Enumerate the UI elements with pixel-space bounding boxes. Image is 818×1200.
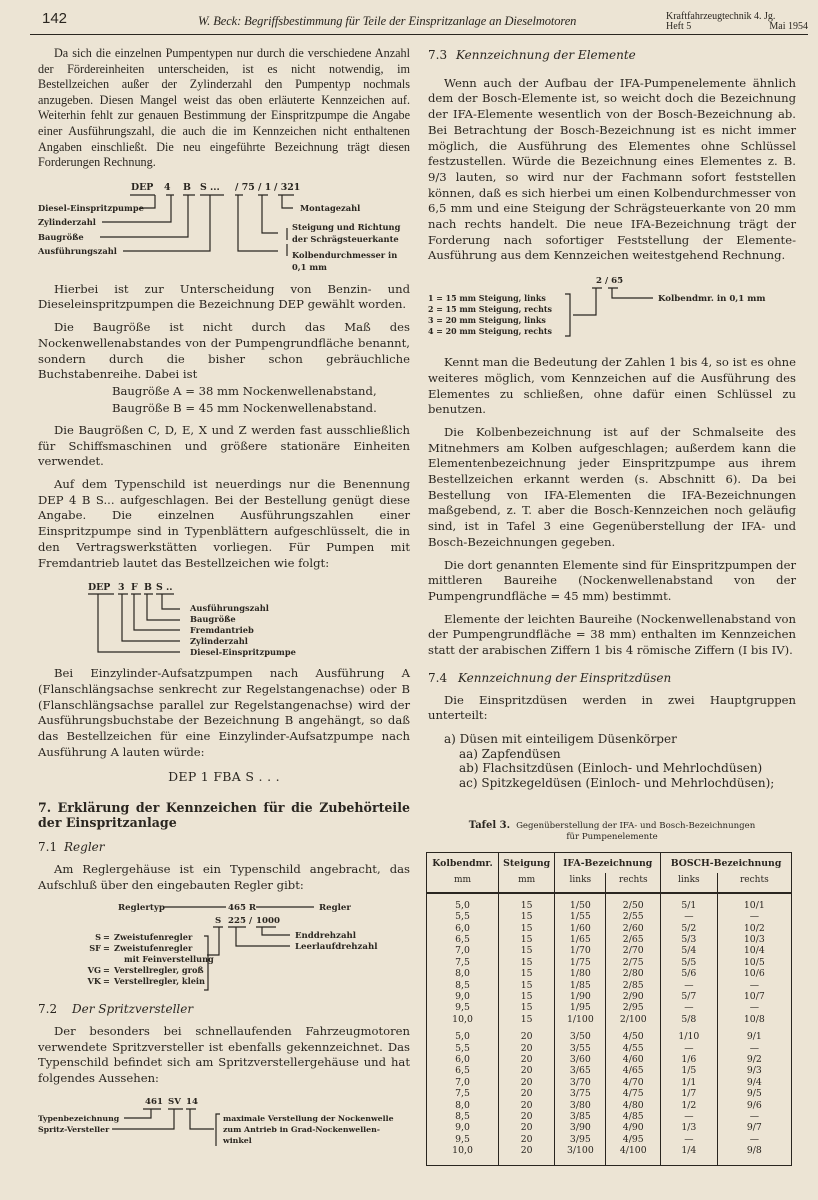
injection-timer-code-diagram (38, 1094, 410, 1146)
legend-item: 4 = 20 mm Steigung, rechts (428, 327, 552, 337)
cell-ifa-left: 3/100 (555, 1145, 606, 1165)
list-item: aa) Zapfendüsen (459, 746, 561, 761)
article-title: W. Beck: Begriffsbestimmung für Teile der Einspritzanlage an Dieselmotoren (198, 14, 577, 28)
code-type: 461 (145, 1096, 163, 1107)
cell-piston-diameter: 6,0 (455, 922, 470, 934)
table-row (427, 1025, 792, 1042)
code-sv: SV (168, 1096, 181, 1107)
cell-ifa-left: 1/50 (555, 893, 606, 911)
list-item: a) Düsen mit einteiligem Düsenkörper (444, 731, 677, 746)
cell-bosch-left: — (661, 911, 718, 922)
label-injection-timer: Spritz-Versteller (38, 1124, 110, 1134)
cell-bosch-left: 5/6 (661, 968, 718, 979)
legend-text: mit Feinverstellung (124, 954, 214, 965)
table-row (427, 980, 792, 991)
cell-piston-diameter: 5,5 (455, 911, 470, 923)
external-drive-code-diagram (38, 578, 410, 658)
leader-lines (88, 594, 180, 652)
cell-slope: 20 (499, 1122, 555, 1133)
cell-slope: 20 (499, 1065, 555, 1076)
col-header-slope: Steigung (499, 853, 555, 873)
cell-bosch-right: 10/8 (717, 1014, 791, 1025)
label-diameter-1: Kolbendurchmesser in (292, 249, 398, 260)
cell-bosch-right: — (717, 1043, 791, 1054)
code-idle: 225 (228, 916, 246, 927)
cell-slope: 15 (499, 934, 555, 945)
cell-bosch-left: 5/5 (661, 957, 718, 968)
cell-ifa-left: 3/95 (555, 1134, 606, 1145)
cell-slope: 20 (499, 1088, 555, 1099)
cell-bosch-left: 1/6 (661, 1054, 718, 1065)
cell-slope: 20 (499, 1134, 555, 1145)
cell-slope: 15 (499, 980, 555, 991)
size-a-line: Baugröße A = 38 mm Nockenwellenabstand, (112, 383, 377, 398)
cell-ifa-left: 3/75 (555, 1088, 606, 1099)
cell-ifa-right: 2/75 (606, 957, 661, 968)
cell-ifa-left: 3/60 (555, 1054, 606, 1065)
cell-ifa-right: 4/100 (606, 1145, 661, 1165)
element-code-diagram (428, 271, 796, 341)
cell-bosch-left: 1/10 (661, 1025, 718, 1042)
cell-slope: 15 (499, 911, 555, 922)
label-max-adjust-1: maximale Verstellung der Nockenwelle (223, 1113, 394, 1123)
list-item: ab) Flachsitzdüsen (Einloch- und Mehrlochdüsen) (459, 761, 763, 776)
cell-bosch-right: — (717, 980, 791, 991)
cell-bosch-left: 5/3 (661, 934, 718, 945)
legend-key: VG (87, 965, 101, 976)
cell-ifa-left: 1/60 (555, 923, 606, 934)
pump-code-diagram (38, 178, 410, 282)
cell-ifa-left: 3/50 (555, 1025, 606, 1042)
label-idle-speed: Leerlaufdrehzahl (295, 942, 378, 953)
label-type-designation: Typenbezeichnung (38, 1113, 120, 1123)
cell-piston-diameter: 9,0 (455, 1122, 470, 1134)
leader-lines (112, 1109, 220, 1146)
table-row (427, 1002, 792, 1013)
code-exec: S ... (200, 181, 220, 193)
subsection-title: Kennzeichnung der Einspritzdüsen (458, 670, 672, 685)
subsection-title: Der Spritzversteller (72, 1002, 194, 1017)
table-row (427, 991, 792, 1002)
cell-ifa-right: 2/70 (606, 945, 661, 956)
legend-text: Verstellregler, groß (114, 965, 204, 976)
cell-ifa-right: 4/70 (606, 1077, 661, 1088)
col-header-piston-diameter: Kolbendmr. (432, 858, 493, 870)
code-element: 2 / 65 (596, 276, 624, 287)
cell-bosch-right: 9/5 (717, 1088, 791, 1099)
list-item: ac) Spitzkegeldüsen (Einloch- und Mehrlochdüsen); (459, 775, 775, 790)
cell-ifa-left: 1/95 (555, 1002, 606, 1013)
subsection-heading (38, 1002, 410, 1018)
right-column (428, 48, 796, 1166)
legend-eq: = (103, 932, 110, 943)
cell-piston-diameter: 10,0 (452, 1145, 473, 1157)
label-governor: Regler (319, 903, 351, 914)
left-column (38, 46, 410, 1146)
cell-ifa-right: 2/100 (606, 1014, 661, 1025)
table-row (427, 968, 792, 979)
code-diam: / 75 (235, 181, 255, 193)
table-row (427, 1145, 792, 1165)
subsection-heading (428, 48, 796, 64)
cell-bosch-right: 10/2 (717, 923, 791, 934)
legend-key: SF (89, 943, 101, 954)
code-max: 1000 (256, 916, 280, 927)
paragraph: Die Einspritzdüsen werden in zwei Hauptgruppen unterteilt: (428, 692, 796, 723)
label-cylinders: Zylinderzahl (190, 636, 248, 647)
cell-bosch-left: — (661, 980, 718, 991)
label-max-adjust-3: winkel (223, 1135, 252, 1145)
cell-ifa-left: 1/55 (555, 911, 606, 922)
legend-eq: = (103, 976, 110, 987)
table-body (427, 893, 792, 1165)
table-row (427, 934, 792, 945)
cell-piston-diameter: 9,0 (455, 990, 470, 1002)
code-size: B (144, 582, 152, 594)
cell-bosch-right: — (717, 1111, 791, 1122)
paragraph: Wenn auch der Aufbau der IFA-Pumpenelemente ähnlich dem der Bosch-Elemente ist, so weicht doch die Bezeichnung der IFA-Elemente wesentlich von der Bosch-Bezeichnung ab. Bei Betrachtung der Bosch-Bezeichnung ist es nicht immer möglich, die Ausführung des Elementes ohne Schlüssel festzustellen. Würde die Bezeichnung eines Elementes z. B. 9/3 lauten, so wird nur der Fachmann sofort feststellen können, daß es sich hierbei um einen Kolbendurchmesser von 6,5 mm und eine Steigung der Schrägsteuerkante von 20 mm nach rechts handelt. Die neue IFA-Bezeichnung trägt der Forderung nach sofortiger Feststellung der Elemente-Ausführung aus dem Kennzeichen weitestgehend Rechnung. (428, 75, 796, 263)
paragraph: Die dort genannten Elemente sind für Einspritzpumpen der mittleren Baureihe (Nockenwellenabstand von der Pumpengrundfläche = 45 mm) bestimmt. (428, 557, 796, 603)
cell-slope: 20 (499, 1043, 555, 1054)
label-exec-number: Ausführungszahl (38, 245, 117, 256)
cell-piston-diameter: 8,0 (455, 968, 470, 980)
subsection-title: Kennzeichnung der Elemente (456, 48, 636, 62)
paragraph: Die Baugrößen C, D, E, X und Z werden fast ausschließlich für Schiffsmaschinen und größere stationäre Einheiten verwendet. (38, 422, 410, 469)
issue: Heft 5 (666, 21, 692, 32)
cell-ifa-right: 2/90 (606, 991, 661, 1002)
table-caption-line2: für Pumpenelemente (566, 832, 658, 843)
label-max-adjust-2: zum Antrieb in Grad-Nockenwellen- (223, 1124, 380, 1134)
cell-bosch-left: — (661, 1134, 718, 1145)
cell-bosch-left: 5/1 (661, 893, 718, 911)
col-header-ifa-right: rechts (606, 873, 661, 893)
legend-eq: = (103, 943, 110, 954)
subsection-number: 7.3 (428, 48, 448, 62)
cell-ifa-left: 1/65 (555, 934, 606, 945)
table-row (427, 1134, 792, 1145)
cell-ifa-left: 3/80 (555, 1100, 606, 1111)
cell-ifa-right: 2/60 (606, 923, 661, 934)
table-row (427, 1100, 792, 1111)
cell-bosch-right: — (717, 1134, 791, 1145)
cell-piston-diameter: 5,0 (455, 899, 470, 911)
cell-piston-diameter: 9,5 (455, 1133, 470, 1145)
table-row (427, 945, 792, 956)
governor-code-diagram (38, 900, 410, 996)
cell-bosch-right: 9/6 (717, 1100, 791, 1111)
label-max-speed: Enddrehzahl (295, 931, 357, 942)
cell-ifa-left: 3/85 (555, 1111, 606, 1122)
col-header-bosch-left: links (661, 873, 718, 893)
cell-ifa-right: 4/60 (606, 1054, 661, 1065)
legend-text: Verstellregler, klein (114, 976, 205, 987)
cell-bosch-left: — (661, 1002, 718, 1013)
legend-item: 1 = 15 mm Steigung, links (428, 294, 546, 304)
cell-ifa-right: 4/85 (606, 1111, 661, 1122)
cell-ifa-right: 2/55 (606, 911, 661, 922)
cell-ifa-right: 4/80 (606, 1100, 661, 1111)
col-header-ifa-left: links (555, 873, 606, 893)
cell-ifa-right: 2/85 (606, 980, 661, 991)
table-row (427, 1088, 792, 1099)
legend-item: 3 = 20 mm Steigung, links (428, 316, 546, 326)
table-row (427, 1111, 792, 1122)
label-piston-diameter: Kolbendmr. in 0,1 mm (658, 294, 766, 305)
cell-slope: 20 (499, 1025, 555, 1042)
example-code: DEP 1 FBA S . . . (168, 768, 280, 784)
cell-bosch-left: 5/8 (661, 1014, 718, 1025)
subsection-number: 7.4 (428, 670, 448, 685)
cell-bosch-right: 9/4 (717, 1077, 791, 1088)
cell-bosch-left: 1/3 (661, 1122, 718, 1133)
paragraph: Auf dem Typenschild ist neuerdings nur die Benennung DEP 4 B S... aufgeschlagen. Bei der Bestellung genügt diese Angabe. Die einzelnen Ausführungszahlen einer Einspritzpumpe sind in Typenblättern aufgeschlüsselt, die in den Vertragswerkstätten vorliegen. Für Pumpen mit Fremdantrieb lautet das Bestellzeichen wie folgt: (38, 477, 410, 570)
cell-bosch-left: 1/2 (661, 1100, 718, 1111)
running-header (30, 8, 808, 35)
cell-piston-diameter: 5,5 (455, 1042, 470, 1054)
table-row (427, 1054, 792, 1065)
cell-bosch-right: 10/3 (717, 934, 791, 945)
cell-bosch-right: 10/5 (717, 957, 791, 968)
code-mount: / 321 (274, 181, 301, 193)
cell-bosch-right: 10/6 (717, 968, 791, 979)
cell-slope: 15 (499, 893, 555, 911)
code-drive: F (131, 582, 138, 594)
cell-slope: 15 (499, 991, 555, 1002)
code-dep: DEP (88, 582, 111, 594)
cell-piston-diameter: 8,5 (455, 1111, 470, 1122)
cell-slope: 15 (499, 1002, 555, 1013)
cell-ifa-left: 3/70 (555, 1077, 606, 1088)
paragraph: Elemente der leichten Baureihe (Nockenwellenabstand von der Pumpengrundfläche = 38 mm) enthalten im Kennzeichen statt der arabischen Ziffern 1 bis 4 römische Ziffern (I bis IV). (428, 611, 796, 658)
code-exec: S .. (156, 582, 173, 594)
cell-slope: 15 (499, 923, 555, 934)
comparison-table (426, 852, 792, 1165)
cell-piston-diameter: 7,5 (455, 956, 470, 968)
legend-key: S (95, 932, 101, 943)
code-governor: 465 R (228, 903, 257, 914)
cell-slope: 20 (499, 1054, 555, 1065)
cell-bosch-right: 10/1 (717, 893, 791, 911)
size-b-line: Baugröße B = 45 mm Nockenwellenabstand. (112, 400, 377, 415)
cell-piston-diameter: 9,5 (455, 1002, 470, 1014)
paragraph: Die Kolbenbezeichnung ist auf der Schmalseite des Mitnehmers am Kolben aufgeschlagen; außerdem kann die Elementenbezeichnung jeder Einspritzpumpe aus ihrem Bestellzeichen erkannt werden (s. Abschnitt 6). Da bei Bestellung von IFA-Elementen die IFA-Bezeichnungen maßgebend, z. T. aber die Bosch-Kennzeichen noch geläufig sind, ist in Tafel 3 eine Gegenüberstellung der IFA- und Bosch-Bezeichnungen gegeben. (428, 424, 796, 549)
cell-bosch-right: 10/7 (717, 991, 791, 1002)
cell-ifa-right: 4/65 (606, 1065, 661, 1076)
table-row (427, 1043, 792, 1054)
cell-slope: 20 (499, 1100, 555, 1111)
cell-ifa-right: 2/95 (606, 1002, 661, 1013)
table-row (427, 1065, 792, 1076)
paragraph: Da sich die einzelnen Pumpentypen nur durch die verschiedene Anzahl der Fördereinheiten unterscheiden, ist es nicht notwendig, im Bestellzeichen außer der Zylinderzahl den Pumpentyp nochmals anzugeben. Diesen Mangel weist das oben erläuterte Kennzeichen auf. Weiterhin fehlt zur genauen Bestimmung der Einspritzpumpe die Angabe einer Ausführungszahl, die auch die im Kennzeichen nicht enthaltenen Angaben einschließt. Die neu eingeführte Bezeichnung trägt diesen Forderungen Rechnung. (38, 46, 410, 170)
table-row (427, 1122, 792, 1133)
cell-ifa-right: 4/75 (606, 1088, 661, 1099)
cell-ifa-right: 4/55 (606, 1043, 661, 1054)
cell-piston-diameter: 8,0 (455, 1099, 470, 1111)
cell-ifa-left: 3/65 (555, 1065, 606, 1076)
label-size: Baugröße (38, 231, 84, 242)
cell-piston-diameter: 5,0 (455, 1031, 470, 1043)
legend-item: 2 = 15 mm Steigung, rechts (428, 305, 552, 315)
label-diesel-pump: Diesel-Einspritzpumpe (190, 647, 296, 658)
cell-bosch-left: — (661, 1043, 718, 1054)
cell-bosch-left: 5/7 (661, 991, 718, 1002)
cell-ifa-right: 4/90 (606, 1122, 661, 1133)
cell-bosch-left: 5/2 (661, 923, 718, 934)
paragraph: Am Reglergehäuse ist ein Typenschild angebracht, das Aufschluß über den eingebauten Regler gibt: (38, 861, 410, 892)
code-type: S (215, 916, 222, 927)
paragraph: Die Baugröße ist nicht durch das Maß des Nockenwellenabstandes von der Pumpengrundfläche benannt, sondern durch die bisher schon gebräuchliche Buchstabenreihe. Dabei ist (38, 320, 410, 382)
code-slash: / (249, 916, 253, 927)
section-heading: 7. Erklärung der Kennzeichen für die Zubehörteile der Einspritzanlage (38, 800, 410, 831)
cell-piston-diameter: 7,0 (455, 945, 470, 957)
cell-ifa-left: 1/85 (555, 980, 606, 991)
cell-piston-diameter: 6,5 (455, 1065, 470, 1077)
cell-slope: 15 (499, 1014, 555, 1025)
label-exec-number: Ausführungszahl (190, 603, 269, 614)
label-size: Baugröße (190, 614, 236, 625)
paragraph: Hierbei ist zur Unterscheidung von Benzin- und Dieseleinspritzpumpen die Bezeichnung DEP gewählt worden. (38, 281, 410, 312)
paragraph: Bei Einzylinder-Aufsatzpumpen nach Ausführung A (Flanschlängsachse senkrecht zur Regelstangenachse) oder B (Flanschlängsachse parallel zur Regelstangenachse) wird der Ausführungsbuchstabe der Bezeichnung B angehängt, so daß das Bestellzeichen für eine Einzylinder-Aufsatzpumpe nach Ausführung A lauten würde: (38, 666, 410, 759)
cell-slope: 15 (499, 968, 555, 979)
cell-bosch-left: — (661, 1111, 718, 1122)
label-governor-type: Reglertyp (118, 903, 165, 914)
cell-slope: 20 (499, 1145, 555, 1165)
cell-slope: 20 (499, 1111, 555, 1122)
cell-bosch-right: — (717, 1002, 791, 1013)
cell-ifa-left: 1/70 (555, 945, 606, 956)
cell-ifa-right: 2/80 (606, 968, 661, 979)
legend-key: VK (87, 976, 101, 987)
journal-info (666, 12, 808, 32)
col-unit: mm (499, 873, 555, 893)
cell-bosch-left: 5/4 (661, 945, 718, 956)
cell-ifa-right: 2/65 (606, 934, 661, 945)
cell-bosch-right: — (717, 911, 791, 922)
cell-ifa-right: 4/50 (606, 1025, 661, 1042)
table-caption-line1: Gegenüberstellung der IFA- und Bosch-Bezeichnungen (516, 821, 756, 832)
cell-bosch-right: 9/2 (717, 1054, 791, 1065)
code-cyl: 3 (118, 582, 125, 594)
subsection-number: 7.2 (38, 1002, 58, 1017)
subsection-title: Regler (64, 840, 105, 855)
code-cyl: 4 (164, 181, 171, 193)
table-row (427, 1014, 792, 1025)
table-row (427, 893, 792, 911)
cell-piston-diameter: 8,5 (455, 979, 470, 991)
cell-bosch-right: 10/4 (717, 945, 791, 956)
cell-bosch-left: 1/5 (661, 1065, 718, 1076)
label-cylinders: Zylinderzahl (38, 216, 96, 227)
cell-bosch-right: 9/1 (717, 1025, 791, 1042)
legend-eq: = (103, 965, 110, 976)
label-slope-2: der Schrägsteuerkante (292, 233, 399, 244)
cell-slope: 15 (499, 957, 555, 968)
cell-ifa-right: 2/50 (606, 893, 661, 911)
cell-bosch-left: 1/1 (661, 1077, 718, 1088)
label-diameter-2: 0,1 mm (292, 261, 327, 272)
cell-bosch-right: 9/8 (717, 1145, 791, 1165)
subsection-heading (38, 840, 410, 856)
table-row (427, 923, 792, 934)
cell-piston-diameter: 10,0 (452, 1013, 473, 1025)
nozzle-list (428, 732, 796, 790)
cell-bosch-right: 9/3 (717, 1065, 791, 1076)
legend-text: Zweistufenregler (114, 943, 193, 954)
cell-bosch-right: 9/7 (717, 1122, 791, 1133)
leader-lines (565, 288, 653, 336)
paragraph: Kennt man die Bedeutung der Zahlen 1 bis 4, so ist es ohne weiteres möglich, vom Kennzeichen auf die Ausführung des Elementes zu schließen, ohne dafür einen Schlüssel zu benutzen. (428, 355, 796, 417)
paragraph: Der besonders bei schnellaufenden Fahrzeugmotoren verwendete Spritzversteller ist ebenfalls gekennzeichnet. Das Typenschild befindet sich am Spritzverstellergehäuse und hat folgendes Aussehen: (38, 1024, 410, 1086)
table-row (427, 957, 792, 968)
cell-ifa-left: 1/100 (555, 1014, 606, 1025)
page-number: 142 (42, 10, 68, 27)
label-mount-number: Montagezahl (300, 202, 361, 213)
cell-slope: 20 (499, 1077, 555, 1088)
cell-ifa-left: 3/55 (555, 1043, 606, 1054)
subsection-heading (428, 671, 796, 687)
cell-ifa-left: 1/80 (555, 968, 606, 979)
table-label: Tafel 3. (468, 820, 511, 832)
subsection-number: 7.1 (38, 840, 58, 855)
table-row (427, 911, 792, 922)
cell-piston-diameter: 6,5 (455, 933, 470, 945)
code-slope: / 1 (258, 181, 272, 193)
cell-piston-diameter: 7,0 (455, 1076, 470, 1088)
col-header-bosch: BOSCH-Bezeichnung (661, 853, 792, 873)
cell-ifa-left: 1/90 (555, 991, 606, 1002)
label-external-drive: Fremdantrieb (190, 625, 254, 636)
code-dep: DEP (131, 181, 154, 193)
label-slope-1: Steigung und Richtung (292, 221, 401, 232)
cell-bosch-left: 1/4 (661, 1145, 718, 1165)
table-caption (428, 820, 796, 843)
issue-date: Mai 1954 (769, 21, 808, 32)
code-max-adjust: 14 (186, 1096, 198, 1107)
cell-ifa-left: 1/75 (555, 957, 606, 968)
cell-piston-diameter: 7,5 (455, 1088, 470, 1100)
cell-ifa-left: 3/90 (555, 1122, 606, 1133)
code-size: B (183, 181, 191, 193)
cell-ifa-right: 4/95 (606, 1134, 661, 1145)
cell-slope: 15 (499, 945, 555, 956)
journal-name: Kraftfahrzeugtechnik 4. Jg. (666, 11, 776, 22)
col-header-ifa: IFA-Bezeichnung (555, 853, 661, 873)
cell-bosch-left: 1/7 (661, 1088, 718, 1099)
legend-text: Zweistufenregler (114, 932, 193, 943)
label-diesel-pump: Diesel-Einspritzpumpe (38, 202, 144, 213)
col-header-bosch-right: rechts (717, 873, 791, 893)
cell-piston-diameter: 6,0 (455, 1053, 470, 1065)
table-row (427, 1077, 792, 1088)
col-unit: mm (427, 873, 499, 893)
